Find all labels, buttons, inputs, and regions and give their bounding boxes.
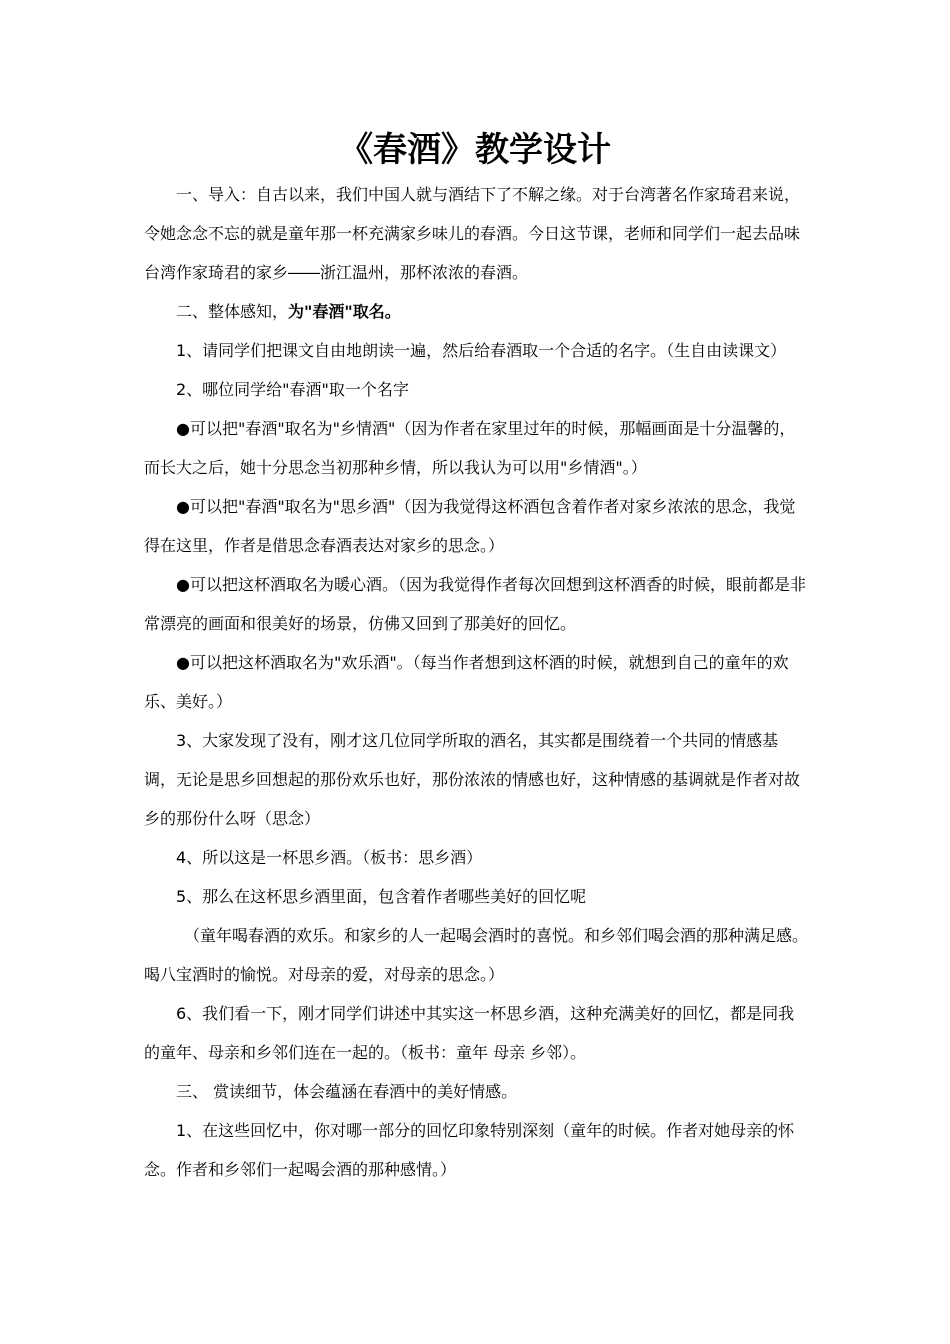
paragraph-intro: 一、导入：自古以来，我们中国人就与酒结下了不解之缘。对于台湾著名作家琦君来说，令她念念不忘的就是童年那一杯充满家乡味儿的春酒。今日这节课，老师和同学们一起去品味台湾作家琦君的家乡――浙江温州，那杯浓浓的春酒。 <box>144 185 801 282</box>
paragraph-bullet-4: ●可以把这杯酒取名为"欢乐酒"。（每当作者想到这杯酒的时候，就想到自己的童年的欢乐、美好。） <box>144 653 789 711</box>
document-title: 《春酒》教学设计 <box>339 130 611 170</box>
paragraph-item-1: 1、请同学们把课文自由地朗读一遍，然后给春酒取一个合适的名字。（生自由读课文） <box>176 341 787 360</box>
document-body <box>144 175 808 1189</box>
paragraph-bullet-2: ●可以把"春酒"取名为"思乡酒"（因为我觉得这杯酒包含着作者对家乡浓浓的思念，我觉得在这里，作者是借思念春酒表达对家乡的思念。） <box>144 497 796 555</box>
paragraph-bullet-3: ●可以把这杯酒取名为暖心酒。（因为我觉得作者每次回想到这杯酒香的时候，眼前都是非常漂亮的画面和很美好的场景，仿佛又回到了那美好的回忆。 <box>144 575 806 633</box>
section-two-bold: 为"春酒"取名。 <box>288 302 401 321</box>
paragraph-item-5: 5、那么在这杯思乡酒里面，包含着作者哪些美好的回忆呢 <box>176 887 587 906</box>
paragraph-item-2: 2、哪位同学给"春酒"取一个名字 <box>176 380 409 399</box>
paragraph-section-three-item-1: 1、在这些回忆中，你对哪一部分的回忆印象特别深刻（童年的时候。作者对她母亲的怀念。作者和乡邻们一起喝会酒的那种感情。） <box>144 1121 795 1179</box>
paragraph-item-6: 6、我们看一下，刚才同学们讲述中其实这一杯思乡酒，这种充满美好的回忆，都是同我的童年、母亲和乡邻们连在一起的。（板书：童年 母亲 乡邻）。 <box>144 1004 795 1062</box>
paragraph-item-3: 3、大家发现了没有，刚才这几位同学所取的酒名，其实都是围绕着一个共同的情感基调，无论是思乡回想起的那份欢乐也好，那份浓浓的情感也好，这种情感的基调就是作者对故乡的那份什么呀（思念） <box>144 731 801 828</box>
paragraph-section-two-heading <box>144 292 808 331</box>
paragraph-section-three-heading: 三、 赏读细节，体会蕴涵在春酒中的美好情感。 <box>176 1082 518 1101</box>
section-two-prefix: 二、整体感知， <box>176 302 289 321</box>
paragraph-bullet-1: ●可以把"春酒"取名为"乡情酒"（因为作者在家里过年的时候，那幅画面是十分温馨的，而长大之后，她十分思念当初那种乡情，所以我认为可以用"乡情酒"。） <box>144 419 796 477</box>
paragraph-item-5-answer: （童年喝春酒的欢乐。和家乡的人一起喝会酒时的喜悦。和乡邻们喝会酒的那种满足感。喝八宝酒时的愉悦。对母亲的爱，对母亲的思念。） <box>144 926 809 984</box>
paragraph-item-4: 4、所以这是一杯思乡酒。（板书：思乡酒） <box>176 848 483 867</box>
